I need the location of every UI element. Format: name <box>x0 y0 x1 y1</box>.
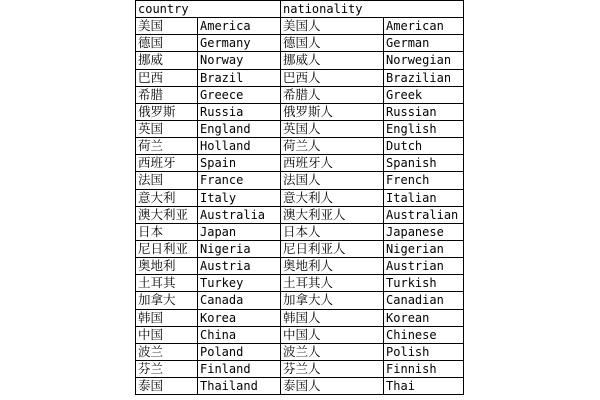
nationality-zh-cell[interactable]: 法国人 <box>281 172 384 189</box>
nationality-zh-cell[interactable]: 波兰人 <box>281 343 384 360</box>
country-en-cell[interactable]: Canada <box>198 292 281 309</box>
nationality-en-cell[interactable]: Canadian <box>384 292 464 309</box>
table-row <box>136 309 464 326</box>
country-en-cell[interactable]: Holland <box>198 138 281 155</box>
country-zh-cell[interactable]: 意大利 <box>136 189 198 206</box>
nationality-en-cell[interactable]: American <box>384 18 464 35</box>
table-row <box>136 326 464 343</box>
table-row <box>136 360 464 377</box>
country-zh-cell[interactable]: 西班牙 <box>136 155 198 172</box>
country-zh-cell[interactable]: 澳大利亚 <box>136 206 198 223</box>
table-row <box>136 223 464 240</box>
table-row <box>136 343 464 360</box>
nationality-zh-cell[interactable]: 荷兰人 <box>281 138 384 155</box>
country-en-cell[interactable]: Norway <box>198 52 281 69</box>
country-en-cell[interactable]: Italy <box>198 189 281 206</box>
country-en-cell[interactable]: America <box>198 18 281 35</box>
nationality-en-cell[interactable]: Italian <box>384 189 464 206</box>
country-en-cell[interactable]: Thailand <box>198 378 281 395</box>
nationality-zh-cell[interactable]: 巴西人 <box>281 69 384 86</box>
table-row <box>136 155 464 172</box>
table-row <box>136 103 464 120</box>
country-zh-cell[interactable]: 波兰 <box>136 343 198 360</box>
table-row <box>136 189 464 206</box>
nationality-en-cell[interactable]: English <box>384 120 464 137</box>
nationality-en-cell[interactable]: Nigerian <box>384 240 464 257</box>
nationality-zh-cell[interactable]: 尼日利亚人 <box>281 240 384 257</box>
country-en-cell[interactable]: Korea <box>198 309 281 326</box>
header-country[interactable]: country <box>136 1 281 18</box>
nationality-en-cell[interactable]: Turkish <box>384 275 464 292</box>
country-zh-cell[interactable]: 希腊 <box>136 86 198 103</box>
country-zh-cell[interactable]: 英国 <box>136 120 198 137</box>
country-zh-cell[interactable]: 俄罗斯 <box>136 103 198 120</box>
country-en-cell[interactable]: Brazil <box>198 69 281 86</box>
header-nationality[interactable]: nationality <box>281 1 464 18</box>
country-zh-cell[interactable]: 日本 <box>136 223 198 240</box>
country-en-cell[interactable]: Nigeria <box>198 240 281 257</box>
nationality-en-cell[interactable]: Brazilian <box>384 69 464 86</box>
country-zh-cell[interactable]: 韩国 <box>136 309 198 326</box>
country-en-cell[interactable]: Russia <box>198 103 281 120</box>
nationality-zh-cell[interactable]: 德国人 <box>281 35 384 52</box>
country-en-cell[interactable]: France <box>198 172 281 189</box>
country-nationality-sheet <box>135 0 463 395</box>
table-row <box>136 138 464 155</box>
country-en-cell[interactable]: Japan <box>198 223 281 240</box>
nationality-zh-cell[interactable]: 奥地利人 <box>281 258 384 275</box>
table-row <box>136 240 464 257</box>
country-zh-cell[interactable]: 芬兰 <box>136 360 198 377</box>
country-en-cell[interactable]: Germany <box>198 35 281 52</box>
nationality-en-cell[interactable]: Russian <box>384 103 464 120</box>
nationality-zh-cell[interactable]: 美国人 <box>281 18 384 35</box>
country-zh-cell[interactable]: 中国 <box>136 326 198 343</box>
nationality-en-cell[interactable]: Thai <box>384 378 464 395</box>
nationality-zh-cell[interactable]: 泰国人 <box>281 378 384 395</box>
nationality-zh-cell[interactable]: 日本人 <box>281 223 384 240</box>
nationality-zh-cell[interactable]: 意大利人 <box>281 189 384 206</box>
nationality-en-cell[interactable]: Spanish <box>384 155 464 172</box>
nationality-zh-cell[interactable]: 希腊人 <box>281 86 384 103</box>
country-nationality-table <box>135 0 464 395</box>
country-zh-cell[interactable]: 荷兰 <box>136 138 198 155</box>
nationality-en-cell[interactable]: Korean <box>384 309 464 326</box>
table-row <box>136 206 464 223</box>
nationality-en-cell[interactable]: German <box>384 35 464 52</box>
table-row <box>136 378 464 395</box>
nationality-en-cell[interactable]: Austrian <box>384 258 464 275</box>
country-zh-cell[interactable]: 巴西 <box>136 69 198 86</box>
nationality-zh-cell[interactable]: 中国人 <box>281 326 384 343</box>
nationality-en-cell[interactable]: Australian <box>384 206 464 223</box>
nationality-zh-cell[interactable]: 土耳其人 <box>281 275 384 292</box>
country-en-cell[interactable]: England <box>198 120 281 137</box>
country-en-cell[interactable]: Australia <box>198 206 281 223</box>
nationality-zh-cell[interactable]: 英国人 <box>281 120 384 137</box>
table-row <box>136 86 464 103</box>
nationality-zh-cell[interactable]: 芬兰人 <box>281 360 384 377</box>
country-zh-cell[interactable]: 法国 <box>136 172 198 189</box>
country-zh-cell[interactable]: 德国 <box>136 35 198 52</box>
nationality-zh-cell[interactable]: 韩国人 <box>281 309 384 326</box>
table-row <box>136 35 464 52</box>
country-en-cell[interactable]: Turkey <box>198 275 281 292</box>
nationality-en-cell[interactable]: Norwegian <box>384 52 464 69</box>
table-body <box>136 1 464 395</box>
country-en-cell[interactable]: China <box>198 326 281 343</box>
nationality-zh-cell[interactable]: 澳大利亚人 <box>281 206 384 223</box>
nationality-zh-cell[interactable]: 挪威人 <box>281 52 384 69</box>
nationality-en-cell[interactable]: Finnish <box>384 360 464 377</box>
country-en-cell[interactable]: Spain <box>198 155 281 172</box>
table-row <box>136 292 464 309</box>
country-zh-cell[interactable]: 尼日利亚 <box>136 240 198 257</box>
nationality-en-cell[interactable]: French <box>384 172 464 189</box>
table-row <box>136 120 464 137</box>
table-row <box>136 18 464 35</box>
table-row <box>136 52 464 69</box>
country-zh-cell[interactable]: 加拿大 <box>136 292 198 309</box>
table-row <box>136 258 464 275</box>
country-en-cell[interactable]: Austria <box>198 258 281 275</box>
country-en-cell[interactable]: Poland <box>198 343 281 360</box>
nationality-zh-cell[interactable]: 加拿大人 <box>281 292 384 309</box>
nationality-zh-cell[interactable]: 西班牙人 <box>281 155 384 172</box>
header-row <box>136 1 464 18</box>
country-zh-cell[interactable]: 奥地利 <box>136 258 198 275</box>
table-row <box>136 172 464 189</box>
nationality-en-cell[interactable]: Greek <box>384 86 464 103</box>
table-row <box>136 275 464 292</box>
country-en-cell[interactable]: Greece <box>198 86 281 103</box>
nationality-zh-cell[interactable]: 俄罗斯人 <box>281 103 384 120</box>
table-row <box>136 69 464 86</box>
nationality-en-cell[interactable]: Polish <box>384 343 464 360</box>
country-zh-cell[interactable]: 泰国 <box>136 378 198 395</box>
nationality-en-cell[interactable]: Chinese <box>384 326 464 343</box>
country-zh-cell[interactable]: 土耳其 <box>136 275 198 292</box>
country-zh-cell[interactable]: 挪威 <box>136 52 198 69</box>
nationality-en-cell[interactable]: Japanese <box>384 223 464 240</box>
nationality-en-cell[interactable]: Dutch <box>384 138 464 155</box>
country-en-cell[interactable]: Finland <box>198 360 281 377</box>
country-zh-cell[interactable]: 美国 <box>136 18 198 35</box>
